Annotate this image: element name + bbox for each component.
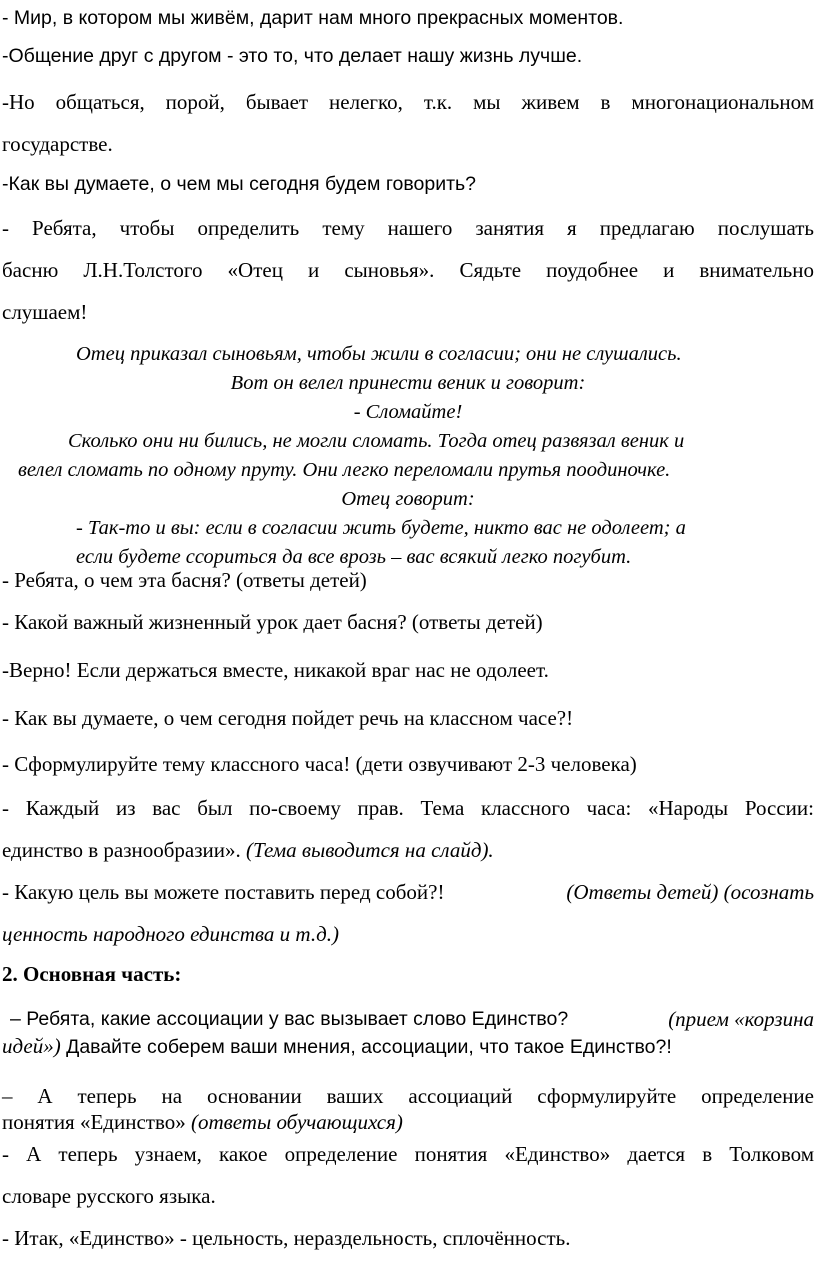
topic-statement-line-2 xyxy=(2,838,814,862)
goal-question-text: - Какую цель вы можете поставить перед собой?! xyxy=(2,880,445,904)
question-topic-guess: - Как вы думаете, о чем сегодня пойдет речь на классном часе?! xyxy=(2,706,574,730)
section-heading: 2. Основная часть: xyxy=(2,962,182,986)
intro-paragraph-2: -Общение друг с другом - это то, что делает нашу жизнь лучше. xyxy=(2,45,583,67)
basket-method-note-end: идей») xyxy=(2,1034,61,1058)
answer-together: -Верно! Если держаться вместе, никакой враг нас не одолеет. xyxy=(2,658,549,682)
students-answers-note: (ответы обучающихся) xyxy=(190,1110,403,1134)
definition-task-line-2 xyxy=(2,1110,814,1134)
topic-slide-note: (Тема выводится на слайд). xyxy=(240,838,494,862)
topic-statement-line-1: - Каждый из вас был по-своему прав. Тема классного часа: «Народы России: xyxy=(2,796,814,820)
intro-paragraph-4: -Как вы думаете, о чем мы сегодня будем говорить? xyxy=(2,173,477,195)
association-question-text: – Ребята, какие ассоциации у вас вызывает слово Единство? xyxy=(10,1008,569,1030)
intro-paragraph-5-line-1: - Ребята, чтобы определить тему нашего занятия я предлагаю послушать xyxy=(2,216,814,240)
collect-opinions-text: Давайте соберем ваши мнения, ассоциации, что такое Единство?! xyxy=(60,1036,672,1058)
topic-statement-text: единство в разнообразии». xyxy=(2,838,241,862)
goal-answer-note: (Ответы детей) (осознать xyxy=(566,880,814,904)
intro-paragraph-3-line-1: -Но общаться, порой, бывает нелегко, т.к. мы живем в многонациональном xyxy=(2,90,814,114)
fable-line-3: - Сломайте! xyxy=(353,401,463,423)
definition-task-line-1: – А теперь на основании ваших ассоциаций сформулируйте определение xyxy=(2,1084,814,1108)
basket-method-note: (прием «корзина xyxy=(668,1007,814,1031)
intro-paragraph-3-line-2: государстве. xyxy=(2,132,113,156)
fable-line-2: Вот он велел принести веник и говорит: xyxy=(230,372,586,394)
association-question-line-1 xyxy=(2,1007,814,1031)
fable-line-1: Отец приказал сыновьям, чтобы жили в согласии; они не слушались. xyxy=(76,343,682,365)
unity-definition: - Итак, «Единство» - цельность, нераздельность, сплочённость. xyxy=(2,1226,571,1250)
fable-line-4: Сколько они ни бились, не могли сломать. Тогда отец развязал веник и xyxy=(68,430,685,452)
goal-question-line-1 xyxy=(2,880,814,904)
association-question-line-2 xyxy=(2,1034,814,1059)
intro-paragraph-5-line-3: слушаем! xyxy=(2,300,88,324)
goal-answer-note-line-2: ценность народного единства и т.д.) xyxy=(2,922,339,946)
fable-line-7: - Так-то и вы: если в согласии жить будете, никто вас не одолеет; а xyxy=(76,517,686,539)
dictionary-line-1: - А теперь узнаем, какое определение понятия «Единство» дается в Толковом xyxy=(2,1142,814,1166)
fable-line-6: Отец говорит: xyxy=(341,488,475,510)
dictionary-line-2: словаре русского языка. xyxy=(2,1184,216,1208)
intro-paragraph-5-line-2: басню Л.Н.Толстого «Отец и сыновья». Сядьте поудобнее и внимательно xyxy=(2,258,814,282)
fable-line-5: велел сломать по одному пруту. Они легко переломали прутья поодиночке. xyxy=(18,459,671,481)
definition-task-text: понятия «Единство» xyxy=(2,1110,191,1134)
question-fable-meaning: - Ребята, о чем эта басня? (ответы детей) xyxy=(2,568,367,592)
intro-paragraph-1: - Мир, в котором мы живём, дарит нам много прекрасных моментов. xyxy=(2,7,624,29)
question-life-lesson: - Какой важный жизненный урок дает басня? (ответы детей) xyxy=(2,610,543,634)
fable-line-8: если будете ссориться да все врозь – вас всякий легко погубит. xyxy=(76,546,632,568)
question-formulate-topic: - Сформулируйте тему классного часа! (дети озвучивают 2-3 человека) xyxy=(2,752,637,776)
